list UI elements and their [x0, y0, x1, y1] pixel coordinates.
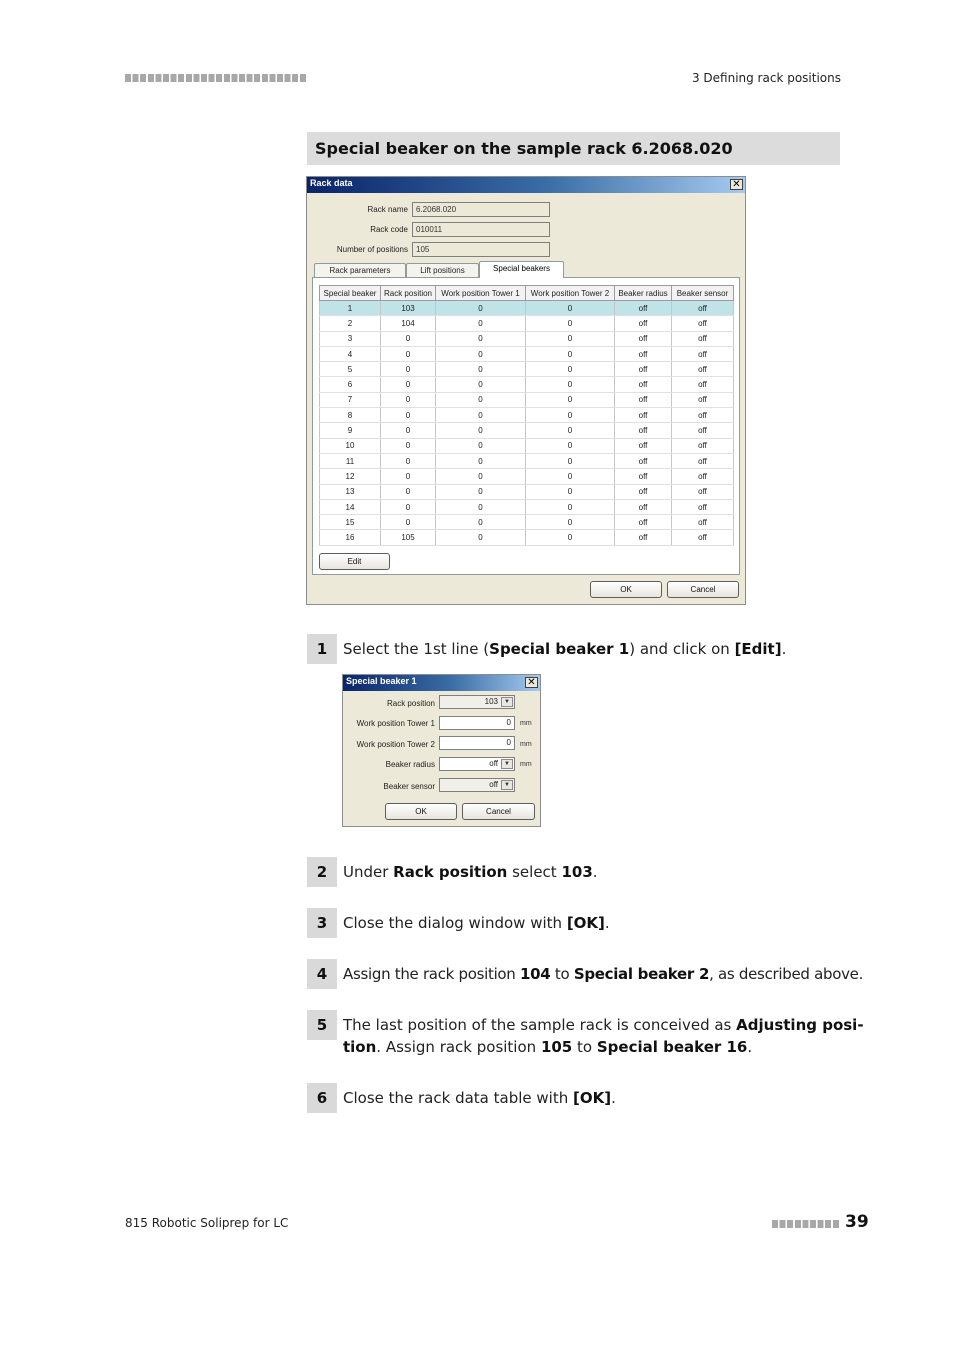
table-cell: off: [672, 392, 734, 407]
dialog-cancel-button[interactable]: Cancel: [462, 803, 535, 820]
tower-1-input[interactable]: 0: [439, 716, 515, 730]
chevron-down-icon[interactable]: ▼: [501, 697, 513, 707]
table-cell: 0: [526, 301, 615, 316]
col-rack-position[interactable]: Rack position: [381, 286, 436, 301]
table-cell: 0: [436, 377, 526, 392]
table-cell: 0: [526, 408, 615, 423]
table-cell: off: [615, 423, 672, 438]
footer-decoration: [772, 1220, 840, 1228]
table-cell: 0: [526, 438, 615, 453]
step-text: Close the rack data table with [OK].: [343, 1089, 616, 1107]
table-cell: 0: [381, 499, 436, 514]
ok-button[interactable]: OK: [590, 581, 662, 598]
table-cell: off: [615, 515, 672, 530]
step-number: 1: [307, 634, 337, 664]
footer-product: 815 Robotic Soliprep for LC: [125, 1216, 289, 1230]
table-cell: 0: [526, 392, 615, 407]
special-beakers-table: [319, 285, 734, 546]
table-cell: 13: [320, 484, 381, 499]
table-cell: off: [615, 469, 672, 484]
table-cell: off: [672, 301, 734, 316]
table-cell: 4: [320, 346, 381, 361]
table-cell: 0: [381, 438, 436, 453]
table-cell: off: [672, 423, 734, 438]
table-cell: off: [615, 408, 672, 423]
dialog-title: Special beaker 1: [346, 676, 417, 686]
table-cell: 0: [436, 331, 526, 346]
col-work-position-tower-2[interactable]: Work position Tower 2: [526, 286, 615, 301]
step-text: The last position of the sample rack is conceived as Adjusting posi-: [343, 1016, 864, 1034]
table-cell: off: [672, 499, 734, 514]
table-cell: off: [615, 301, 672, 316]
dialog-label-tower-2: Work position Tower 2: [356, 740, 435, 749]
cancel-button[interactable]: Cancel: [667, 581, 739, 598]
dialog-label-rack-position: Rack position: [386, 699, 435, 708]
window-title: Rack data: [310, 178, 353, 188]
step-number: 4: [307, 959, 337, 989]
table-cell: 0: [436, 392, 526, 407]
table-cell: 0: [526, 453, 615, 468]
table-cell: 0: [381, 346, 436, 361]
table-cell: 7: [320, 392, 381, 407]
tab-lift-positions[interactable]: Lift positions: [406, 263, 479, 278]
table-cell: 0: [526, 362, 615, 377]
table-cell: off: [615, 346, 672, 361]
beaker-sensor-value: off: [489, 780, 498, 789]
table-cell: 9: [320, 423, 381, 438]
table-row[interactable]: [320, 346, 734, 361]
table-row[interactable]: [320, 499, 734, 514]
page-number: 39: [845, 1212, 869, 1232]
step-number: 2: [307, 857, 337, 887]
step-text: tion. Assign rack position 105 to Special beaker 16.: [343, 1038, 753, 1056]
table-cell: 0: [436, 453, 526, 468]
table-cell: off: [615, 392, 672, 407]
table-cell: off: [672, 469, 734, 484]
table-row[interactable]: [320, 362, 734, 377]
table-row[interactable]: [320, 423, 734, 438]
table-cell: 103: [381, 301, 436, 316]
table-cell: off: [672, 346, 734, 361]
table-cell: 0: [436, 316, 526, 331]
close-icon[interactable]: ✕: [730, 179, 743, 190]
table-cell: 3: [320, 331, 381, 346]
table-row[interactable]: [320, 530, 734, 545]
table-cell: 16: [320, 530, 381, 545]
table-cell: 0: [381, 423, 436, 438]
table-cell: 0: [526, 515, 615, 530]
table-cell: off: [615, 499, 672, 514]
table-cell: 0: [436, 469, 526, 484]
table-cell: 8: [320, 408, 381, 423]
table-cell: 0: [436, 530, 526, 545]
table-cell: 0: [526, 484, 615, 499]
table-row[interactable]: [320, 453, 734, 468]
col-beaker-sensor[interactable]: Beaker sensor: [672, 286, 734, 301]
step-text: Close the dialog window with [OK].: [343, 914, 610, 932]
table-row[interactable]: [320, 392, 734, 407]
table-cell: 0: [526, 331, 615, 346]
table-cell: 0: [381, 515, 436, 530]
table-cell: 0: [381, 392, 436, 407]
table-cell: 0: [526, 499, 615, 514]
tower-2-input[interactable]: 0: [439, 736, 515, 750]
table-cell: off: [672, 515, 734, 530]
dialog-ok-button[interactable]: OK: [385, 803, 457, 820]
table-cell: 0: [526, 346, 615, 361]
table-cell: 0: [381, 362, 436, 377]
table-header-row: [320, 286, 734, 301]
step-number: 6: [307, 1083, 337, 1113]
table-cell: 0: [436, 499, 526, 514]
table-cell: 0: [526, 469, 615, 484]
table-cell: off: [615, 438, 672, 453]
table-cell: 0: [381, 484, 436, 499]
table-row[interactable]: [320, 316, 734, 331]
table-cell: 0: [436, 346, 526, 361]
table-cell: off: [672, 453, 734, 468]
table-cell: 105: [381, 530, 436, 545]
table-row[interactable]: [320, 408, 734, 423]
table-cell: off: [615, 316, 672, 331]
table-cell: 6: [320, 377, 381, 392]
table-cell: off: [672, 316, 734, 331]
dialog-titlebar: [343, 675, 540, 691]
section-heading: [307, 132, 840, 165]
beaker-sensor-select[interactable]: [439, 778, 515, 792]
positions-field[interactable]: 105: [412, 242, 550, 257]
table-cell: 0: [381, 331, 436, 346]
rack-name-field[interactable]: 6.2068.020: [412, 202, 550, 217]
dialog-label-beaker-radius: Beaker radius: [385, 760, 435, 769]
dialog-label-beaker-sensor: Beaker sensor: [383, 782, 435, 791]
rack-code-field[interactable]: 010011: [412, 222, 550, 237]
table-cell: off: [615, 484, 672, 499]
col-beaker-radius[interactable]: Beaker radius: [615, 286, 672, 301]
table-cell: 12: [320, 469, 381, 484]
table-cell: 0: [381, 469, 436, 484]
chevron-down-icon[interactable]: ▼: [501, 780, 513, 790]
table-cell: 0: [436, 484, 526, 499]
table-cell: off: [672, 362, 734, 377]
table-cell: off: [615, 453, 672, 468]
beaker-radius-select[interactable]: [439, 757, 515, 771]
table-cell: 104: [381, 316, 436, 331]
table-cell: 11: [320, 453, 381, 468]
col-special-beaker[interactable]: Special beaker: [320, 286, 381, 301]
step-number: 5: [307, 1010, 337, 1040]
close-icon[interactable]: ✕: [525, 677, 538, 688]
tab-special-beakers[interactable]: Special beakers: [479, 261, 564, 278]
table-cell: off: [615, 362, 672, 377]
table-cell: 1: [320, 301, 381, 316]
chapter-title: 3 Defining rack positions: [691, 71, 841, 85]
table-row[interactable]: [320, 469, 734, 484]
table-cell: 0: [436, 423, 526, 438]
tower-2-unit: mm: [520, 741, 532, 748]
table-row[interactable]: [320, 438, 734, 453]
rack-position-select[interactable]: [439, 695, 515, 709]
section-title: Special beaker on the sample rack 6.2068.020: [315, 139, 733, 158]
dialog-label-tower-1: Work position Tower 1: [356, 719, 435, 728]
rack-position-value: 103: [484, 697, 498, 706]
table-cell: 0: [381, 377, 436, 392]
table-cell: off: [615, 331, 672, 346]
table-cell: 0: [526, 423, 615, 438]
table-cell: 0: [526, 530, 615, 545]
table-cell: 5: [320, 362, 381, 377]
step-number: 3: [307, 908, 337, 938]
table-cell: off: [615, 377, 672, 392]
table-cell: off: [672, 484, 734, 499]
table-cell: 0: [436, 301, 526, 316]
positions-label: Number of positions: [336, 245, 408, 254]
table-row[interactable]: [320, 515, 734, 530]
table-cell: 0: [436, 515, 526, 530]
tab-rack-parameters[interactable]: Rack parameters: [314, 263, 406, 278]
table-cell: 2: [320, 316, 381, 331]
table-cell: 0: [436, 408, 526, 423]
table-row[interactable]: [320, 331, 734, 346]
table-row[interactable]: [320, 484, 734, 499]
beaker-radius-unit: mm: [520, 761, 532, 768]
edit-button[interactable]: Edit: [319, 553, 390, 570]
table-cell: 0: [526, 377, 615, 392]
table-cell: off: [672, 331, 734, 346]
table-cell: 10: [320, 438, 381, 453]
step-text: Under Rack position select 103.: [343, 863, 598, 881]
table-row[interactable]: [320, 377, 734, 392]
table-cell: 14: [320, 499, 381, 514]
table-cell: 15: [320, 515, 381, 530]
rack-name-label: Rack name: [367, 205, 408, 214]
table-cell: off: [672, 408, 734, 423]
table-cell: 0: [381, 408, 436, 423]
rack-data-titlebar: [307, 177, 745, 193]
chevron-down-icon[interactable]: ▼: [501, 759, 513, 769]
col-work-position-tower-1[interactable]: Work position Tower 1: [436, 286, 526, 301]
header-decoration: [125, 74, 307, 82]
table-cell: 0: [436, 438, 526, 453]
table-cell: off: [672, 377, 734, 392]
step-text: Select the 1st line (Special beaker 1) and click on [Edit].: [343, 640, 787, 658]
rack-code-label: Rack code: [370, 225, 408, 234]
tower-1-unit: mm: [520, 720, 532, 727]
table-row[interactable]: [320, 301, 734, 316]
table-cell: 0: [436, 362, 526, 377]
table-cell: off: [615, 530, 672, 545]
table-cell: 0: [381, 453, 436, 468]
table-cell: 0: [526, 316, 615, 331]
step-text: Assign the rack position 104 to Special beaker 2, as described above.: [343, 965, 864, 983]
table-cell: off: [672, 438, 734, 453]
table-cell: off: [672, 530, 734, 545]
beaker-radius-value: off: [489, 759, 498, 768]
